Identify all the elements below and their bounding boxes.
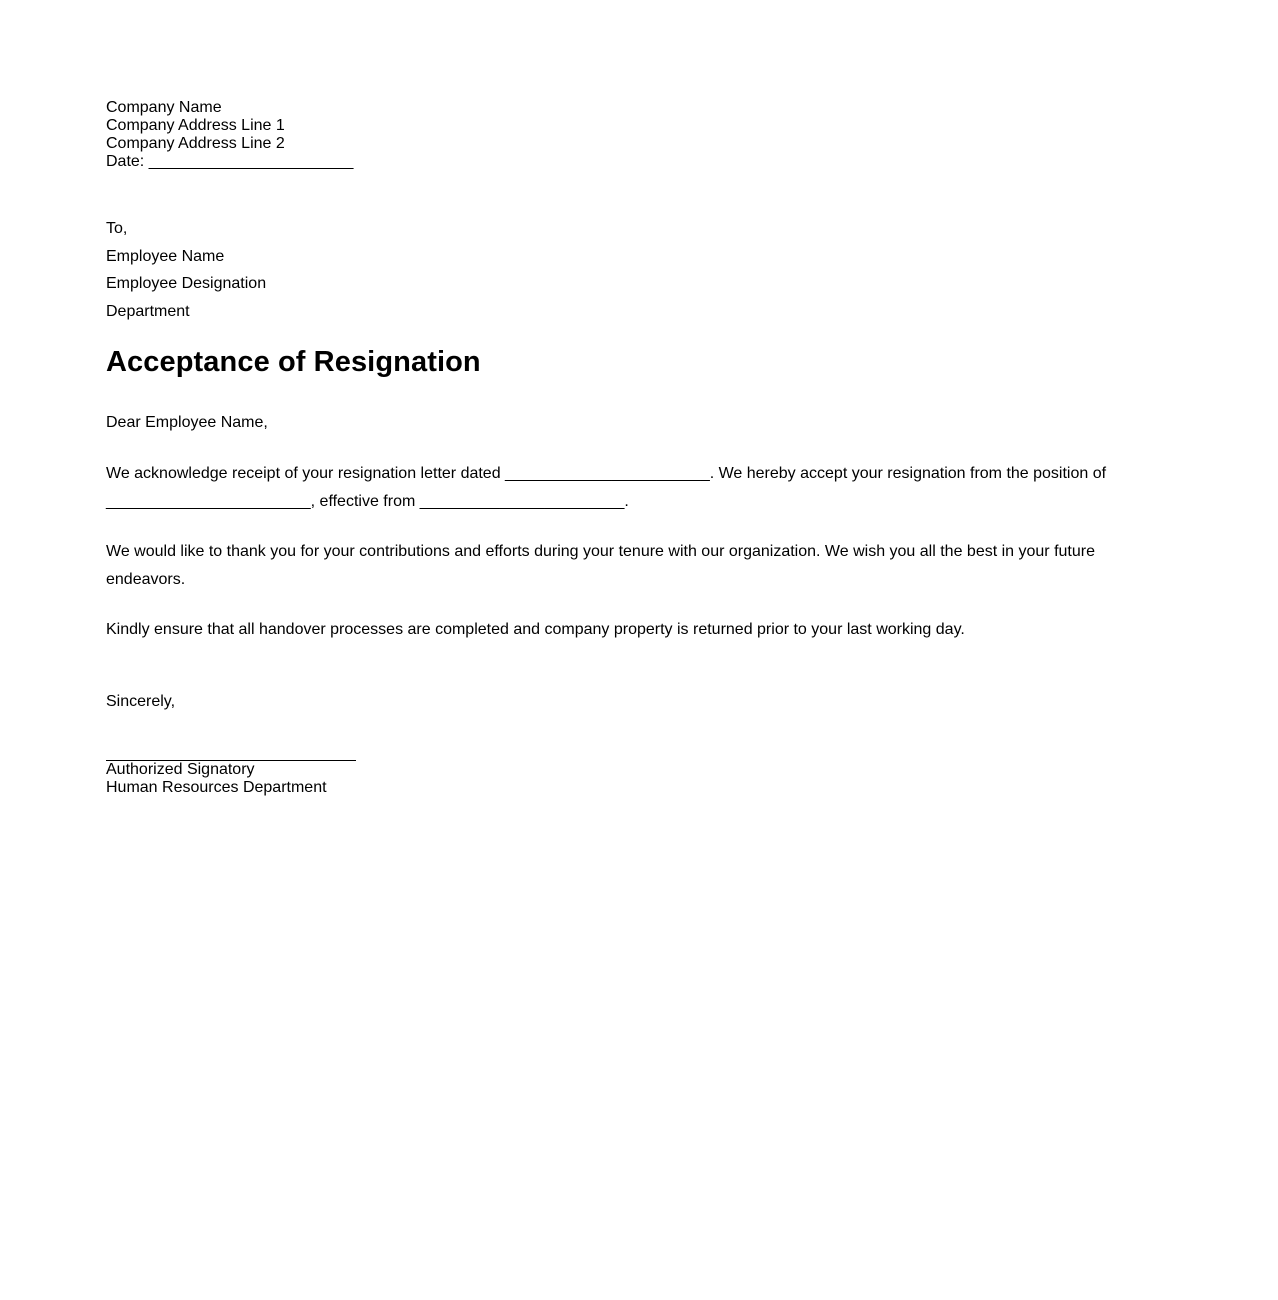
company-address-line-1: Company Address Line 1 <box>106 117 285 134</box>
letter-page <box>106 99 1116 797</box>
company-address-line-2: Company Address Line 2 <box>106 135 285 152</box>
body-paragraph-3: Kindly ensure that all handover processes are completed and company property is returned prior to your last working day. <box>106 621 965 638</box>
recipient-block <box>106 215 1116 325</box>
date-line: Date: _______________________ <box>106 153 354 170</box>
salutation: Dear Employee Name, <box>106 414 268 431</box>
company-header <box>106 99 1116 171</box>
signatory-title: Authorized Signatory <box>106 760 255 778</box>
recipient-employee-name: Employee Name <box>106 247 225 265</box>
document-title: Acceptance of Resignation <box>106 346 481 378</box>
closing: Sincerely, <box>106 692 176 710</box>
body-paragraph-1: We acknowledge receipt of your resignation letter dated _______________________. We hereby accept your resignation from the position of _______________________, effective from _______________________. <box>106 465 1107 510</box>
recipient-department: Department <box>106 302 190 320</box>
recipient-employee-designation: Employee Designation <box>106 275 267 292</box>
body-paragraph-2: We would like to thank you for your contributions and efforts during your tenure with our organization. We wish you all the best in your future endeavors. <box>106 543 1095 588</box>
signature-block <box>106 760 1116 797</box>
company-name: Company Name <box>106 99 222 116</box>
signatory-department: Human Resources Department <box>106 778 327 796</box>
recipient-to: To, <box>106 220 128 237</box>
